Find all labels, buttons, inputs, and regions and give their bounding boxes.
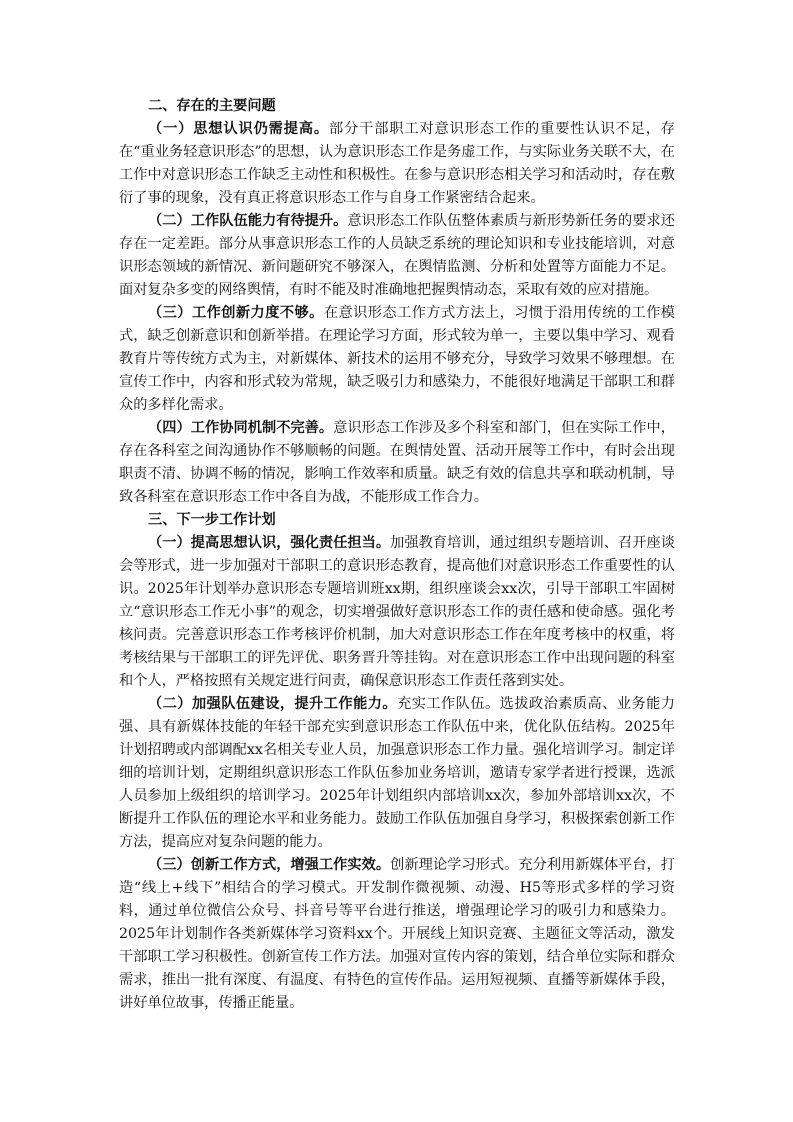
paragraph-lead: （三）工作创新力度不够。 [148,305,324,321]
paragraph-text: 部分干部职工对意识形态工作的重要性认识不足，存在“重业务轻意识形态”的思想，认为意识形态工作是务虚工作，与实际业务关联不大，在工作中对意识形态工作缺乏主动性和积极性。在参与意识形态相关学习和活动时，存在敷衍了事的现象，没有真正将意识形态工作与自身工作紧密结合起来。 [119,121,675,206]
section-heading: 三、下一步工作计划 [148,512,276,528]
paragraph-text: 创新理论学习形式。充分利用新媒体平台，打造“线上+线下”相结合的学习模式。开发制作微视频、动漫、H5等形式多样的学习资料，通过单位微信公众号、抖音号等平台进行推送，增强理论学习的吸引力和感染力。2025年计划制作各类新媒体学习资料xx个。开展线上知识竞赛、主题征文等活动，激发干部职工学习积极性。创新宣传工作方法。加强对宣传内容的策划，结合单位实际和群众需求，推出一批有深度、有温度、有特色的宣传作品。运用短视频、直播等新媒体手段，讲好单位故事，传播正能量。 [119,857,675,1011]
paragraph [119,854,675,1015]
paragraph-text: 在意识形态工作方式方法上，习惯于沿用传统的工作模式，缺乏创新意识和创新举措。在理论学习方面，形式较为单一，主要以集中学习、观看教育片等传统方式为主，对新媒体、新技术的运用不够充分，导致学习效果不够理想。在宣传工作中，内容和形式较为常规，缺乏吸引力和感染力，不能很好地满足干部职工和群众的多样化需求。 [119,305,675,413]
paragraph-lead: （二）工作队伍能力有待提升。 [148,213,348,229]
paragraph [119,210,675,302]
paragraph-lead: （三）创新工作方式，增强工作实效。 [148,857,391,873]
paragraph [119,693,675,854]
paragraph-text: 加强教育培训，通过组织专题培训、召开座谈会等形式，进一步加强对干部职工的意识形态教育，提高他们对意识形态工作重要性的认识。2025年计划举办意识形态专题培训班xx期，组织座谈会xx次，引导干部职工牢固树立“意识形态工作无小事”的观念，切实增强做好意识形态工作的责任感和使命感。强化考核问责。完善意识形态工作考核评价机制，加大对意识形态工作在年度考核中的权重，将考核结果与干部职工的评先评优、职务晋升等挂钩。对在意识形态工作中出现问题的科室和个人，严格按照有关规定进行问责，确保意识形态工作责任落到实处。 [119,535,675,689]
paragraph-lead: （二）加强队伍建设，提升工作能力。 [148,696,398,712]
paragraph [119,532,675,693]
paragraph [119,417,675,509]
paragraph-text: 意识形态工作队伍整体素质与新形势新任务的要求还存在一定差距。部分从事意识形态工作的人员缺乏系统的理论知识和专业技能培训，对意识形态领域的新情况、新问题研究不够深入，在舆情监测、分析和处置等方面能力不足。面对复杂多变的网络舆情，有时不能及时准确地把握舆情动态，采取有效的应对措施。 [119,213,675,298]
paragraph-lead: （一）提高思想认识，强化责任担当。 [148,535,391,551]
paragraph-text: 充实工作队伍。选拔政治素质高、业务能力强、具有新媒体技能的年轻干部充实到意识形态工作队伍中来，优化队伍结构。2025年计划招聘或内部调配xx名相关专业人员，加强意识形态工作力量。强化培训学习。制定详细的培训计划，定期组织意识形态工作队伍参加业务培训，邀请专家学者进行授课，选派人员参加上级组织的培训学习。2025年计划组织内部培训xx次，参加外部培训xx次，不断提升工作队伍的理论水平和业务能力。鼓励工作队伍加强自身学习，积极探索创新工作方法，提高应对复杂问题的能力。 [119,696,675,850]
section-heading: 二、存在的主要问题 [148,98,276,114]
paragraph [119,302,675,417]
paragraph-lead: （四）工作协同机制不完善。 [148,420,334,436]
paragraph-lead: （一）思想认识仍需提高。 [148,121,329,137]
paragraph-text: 意识形态工作涉及多个科室和部门，但在实际工作中，存在各科室之间沟通协作不够顺畅的问题。在舆情处置、活动开展等工作中，有时会出现职责不清、协调不畅的情况，影响工作效率和质量。缺乏有效的信息共享和联动机制，导致各科室在意识形态工作中各自为战，不能形成工作合力。 [119,420,675,505]
paragraph [119,118,675,210]
section-next-steps [119,509,675,1015]
document-page [119,95,675,1015]
section-problems [119,95,675,509]
